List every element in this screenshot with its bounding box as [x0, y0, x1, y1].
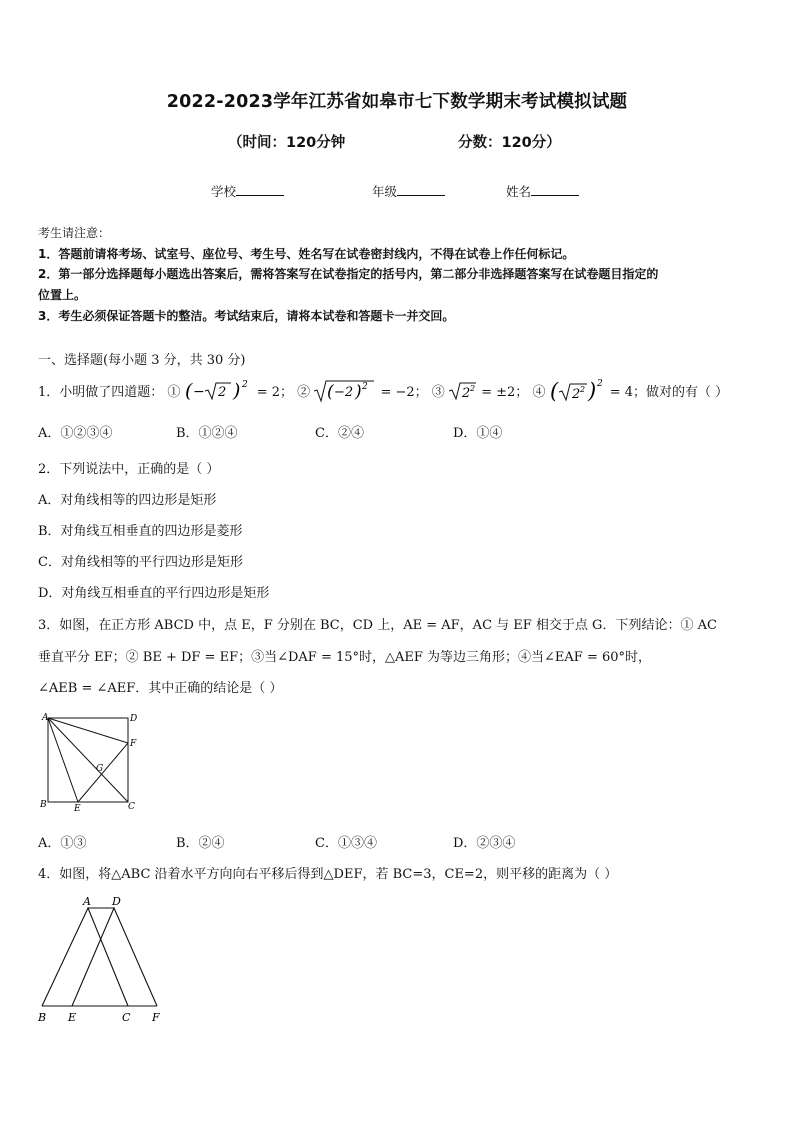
svg-text:2: 2 [217, 385, 226, 400]
q1-p4-tail: = 4；做对的有（ ） [609, 385, 729, 400]
school-field [211, 182, 284, 200]
svg-text:): ) [232, 380, 240, 402]
label-D: D [112, 895, 121, 908]
svg-text:): ) [355, 382, 362, 402]
label-B: B [40, 800, 47, 810]
q3-option-d: D．②③④ [453, 836, 516, 851]
svg-text:2: 2 [461, 386, 471, 401]
grade-label: 年级 [372, 184, 398, 199]
label-F: F [130, 739, 137, 749]
q3-option-a: A．①③ [38, 836, 87, 851]
q1-expr-4 [550, 378, 606, 404]
svg-text:(: ( [549, 379, 558, 403]
question-3-line-1: 3．如图，在正方形 ABCD 中，点 E，F 分别在 BC，CD 上，AE = AF，AC 与 EF 相交于点 G．下列结论：① AC [38, 618, 717, 633]
question-4: 4．如图，将△ABC 沿着水平方向向右平移后得到△DEF，若 BC=3，CE=2，则平移的距离为（ ） [38, 867, 618, 882]
page-title: 2022-2023学年江苏省如皋市七下数学期末考试模拟试题 [166, 92, 628, 112]
label-F: F [152, 1011, 160, 1024]
q2-option-d: D．对角线互相垂直的平行四边形是矩形 [38, 586, 270, 601]
notice-item: 1．答题前请将考场、试室号、座位号、考生号、姓名写在试卷密封线内，不得在试卷上作任何标记。 [38, 247, 575, 261]
q1-option-b: B．①②④ [176, 426, 238, 441]
q1-p1-tail: = 2； [256, 385, 294, 400]
q1-expr-1 [185, 379, 253, 403]
grade-field [372, 182, 445, 200]
question-3-line-2: 垂直平分 EF；② BE + DF = EF；③当∠DAF = 15°时，△AEF 为等边三角形；④当∠EAF = 60°时， [38, 650, 652, 665]
q1-prefix: 1．小明做了四道题： [38, 385, 164, 400]
q2-option-a: A．对角线相等的四边形是矩形 [38, 493, 217, 508]
question-2: 2．下列说法中，正确的是（ ） [38, 462, 220, 477]
q1-expr-3 [449, 379, 477, 403]
exam-time: （时间：120分钟 [228, 135, 346, 151]
svg-text:−: − [192, 384, 205, 400]
q3-option-c: C．①③④ [315, 836, 377, 851]
q1-expr-2 [314, 379, 376, 403]
q1-option-c: C．②④ [315, 426, 364, 441]
label-B: B [38, 1011, 47, 1024]
q2-option-c: C．对角线相等的平行四边形是矩形 [38, 555, 243, 570]
q1-p2-tail: = −2； [380, 385, 428, 400]
svg-text:2: 2 [596, 379, 603, 389]
label-A: A [42, 713, 49, 723]
notice-heading: 考生请注意： [38, 226, 111, 240]
label-A: A [83, 895, 91, 908]
q1-option-d: D．①④ [453, 426, 503, 441]
svg-text:2: 2 [241, 380, 248, 390]
name-label: 姓名 [506, 184, 532, 199]
name-blank [531, 183, 579, 196]
q3-square-figure [38, 710, 148, 814]
q1-p4: ④ [532, 385, 546, 400]
section-title: 一、选择题(每小题 3 分，共 30 分) [38, 353, 246, 368]
label-G: G [96, 764, 104, 774]
school-blank [236, 183, 284, 196]
q3-option-b: B．②④ [176, 836, 225, 851]
q1-p2: ② [297, 385, 311, 400]
svg-text:2: 2 [579, 385, 585, 394]
svg-text:): ) [587, 379, 596, 403]
svg-text:(: ( [327, 382, 334, 402]
notice-item: 2．第一部分选择题每小题选出答案后，需将答案写在试卷指定的括号内，第二部分非选择题答案写在试卷题目指定的 [38, 267, 659, 281]
svg-text:(: ( [184, 380, 192, 402]
label-D: D [130, 714, 138, 724]
grade-blank [397, 183, 445, 196]
label-E: E [68, 1011, 77, 1024]
school-label: 学校 [211, 184, 237, 199]
q1-p3-tail: = ±2； [481, 385, 529, 400]
svg-text:2: 2 [362, 382, 369, 392]
q2-option-b: B．对角线互相垂直的四边形是菱形 [38, 524, 243, 539]
question-3-line-3: ∠AEB = ∠AEF．其中正确的结论是（ ） [38, 681, 283, 696]
exam-score: 分数：120分） [458, 135, 561, 151]
notice-item: 3．考生必须保证答题卡的整洁。考试结束后，请将本试卷和答题卡一并交回。 [38, 309, 455, 323]
q1-p1: ① [167, 385, 181, 400]
svg-text:−2: −2 [334, 385, 354, 400]
question-1 [38, 378, 728, 404]
q4-triangle-figure [34, 891, 166, 1027]
q1-option-a: A．①②③④ [38, 426, 113, 441]
label-E: E [74, 804, 81, 814]
svg-text:2: 2 [469, 384, 476, 393]
name-field [506, 182, 579, 200]
q1-p3: ③ [431, 385, 445, 400]
label-C: C [122, 1011, 131, 1024]
notice-item: 位置上。 [38, 288, 87, 302]
label-C: C [128, 802, 135, 812]
svg-text:2: 2 [571, 387, 580, 402]
